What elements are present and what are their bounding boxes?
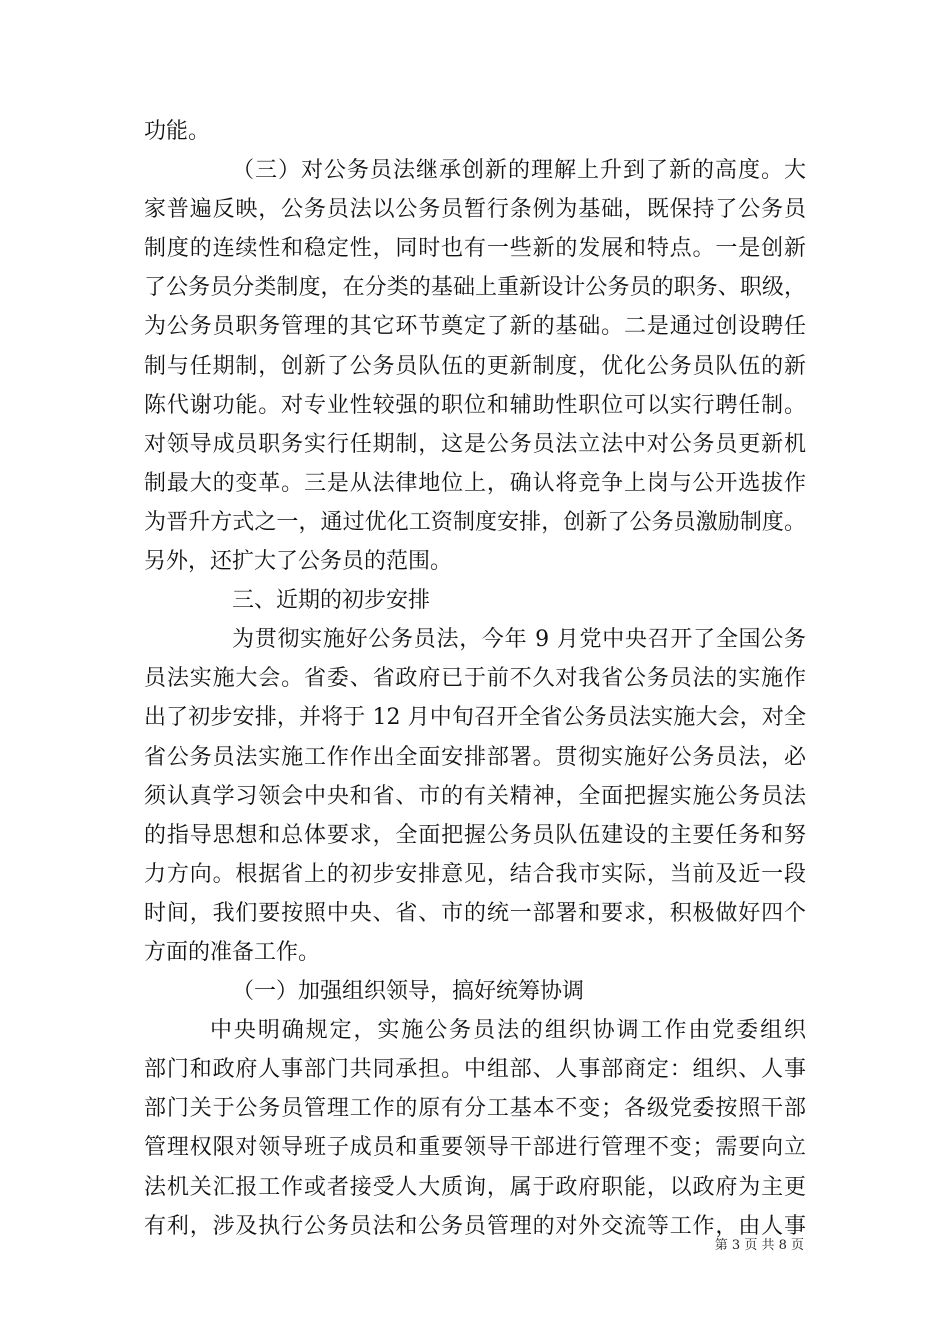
text-line: 时间，我们要按照中央、省、市的统一部署和要求，积极做好四个 bbox=[144, 900, 806, 926]
text-line: 员法实施大会。省委、省政府已于前不久对我省公务员法的实施作 bbox=[144, 666, 806, 692]
text-line: 方面的准备工作。 bbox=[144, 939, 321, 965]
text-line: （三）对公务员法继承创新的理解上升到了新的高度。大 bbox=[232, 158, 806, 184]
text-line: 部门关于公务员管理工作的原有分工基本不变；各级党委按照干部 bbox=[144, 1096, 806, 1122]
text-line: 三、近期的初步安排 bbox=[232, 588, 431, 614]
text-line: 省公务员法实施工作作出全面安排部署。贯彻实施好公务员法，必 bbox=[144, 744, 806, 770]
text-line: 了公务员分类制度，在分类的基础上重新设计公务员的职务、职级， bbox=[144, 275, 806, 301]
text-line: 有利，涉及执行公务员法和公务员管理的对外交流等工作，由人事 bbox=[144, 1213, 806, 1239]
text-line: （一）加强组织领导，搞好统筹协调 bbox=[232, 979, 585, 1005]
text-line: 家普遍反映，公务员法以公务员暂行条例为基础，既保持了公务员 bbox=[144, 197, 806, 223]
text-line: 对领导成员职务实行任期制，这是公务员法立法中对公务员更新机 bbox=[144, 431, 806, 457]
document-body bbox=[144, 112, 806, 1246]
text-line: 力方向。根据省上的初步安排意见，结合我市实际，当前及近一段 bbox=[144, 861, 806, 887]
text-line: 法机关汇报工作或者接受人大质询，属于政府职能，以政府为主更 bbox=[144, 1174, 806, 1200]
text-line: 为贯彻实施好公务员法，今年 9 月党中央召开了全国公务 bbox=[232, 627, 806, 653]
text-line: 陈代谢功能。对专业性较强的职位和辅助性职位可以实行聘任制。 bbox=[144, 392, 806, 418]
text-line: 制与任期制，创新了公务员队伍的更新制度，优化公务员队伍的新 bbox=[144, 353, 806, 379]
text-line: 另外，还扩大了公务员的范围。 bbox=[144, 549, 453, 575]
text-line: 制最大的变革。三是从法律地位上，确认将竞争上岗与公开选拔作 bbox=[144, 470, 806, 496]
text-line: 功能。 bbox=[144, 119, 211, 144]
text-line: 为公务员职务管理的其它环节奠定了新的基础。二是通过创设聘任 bbox=[144, 314, 806, 340]
page-number: 第 3 页 共 8 页 bbox=[714, 1238, 804, 1253]
text-line: 中央明确规定，实施公务员法的组织协调工作由党委组织 bbox=[210, 1018, 806, 1044]
text-line: 制度的连续性和稳定性，同时也有一些新的发展和特点。一是创新 bbox=[144, 236, 806, 262]
text-line: 出了初步安排，并将于 12 月中旬召开全省公务员法实施大会，对全 bbox=[144, 705, 806, 731]
text-line: 为晋升方式之一，通过优化工资制度安排，创新了公务员激励制度。 bbox=[144, 509, 806, 535]
text-line: 管理权限对领导班子成员和重要领导干部进行管理不变；需要向立 bbox=[144, 1135, 806, 1161]
text-line: 的指导思想和总体要求，全面把握公务员队伍建设的主要任务和努 bbox=[144, 822, 806, 848]
text-line: 须认真学习领会中央和省、市的有关精神，全面把握实施公务员法 bbox=[144, 783, 806, 809]
text-line: 部门和政府人事部门共同承担。中组部、人事部商定：组织、人事 bbox=[144, 1057, 806, 1083]
